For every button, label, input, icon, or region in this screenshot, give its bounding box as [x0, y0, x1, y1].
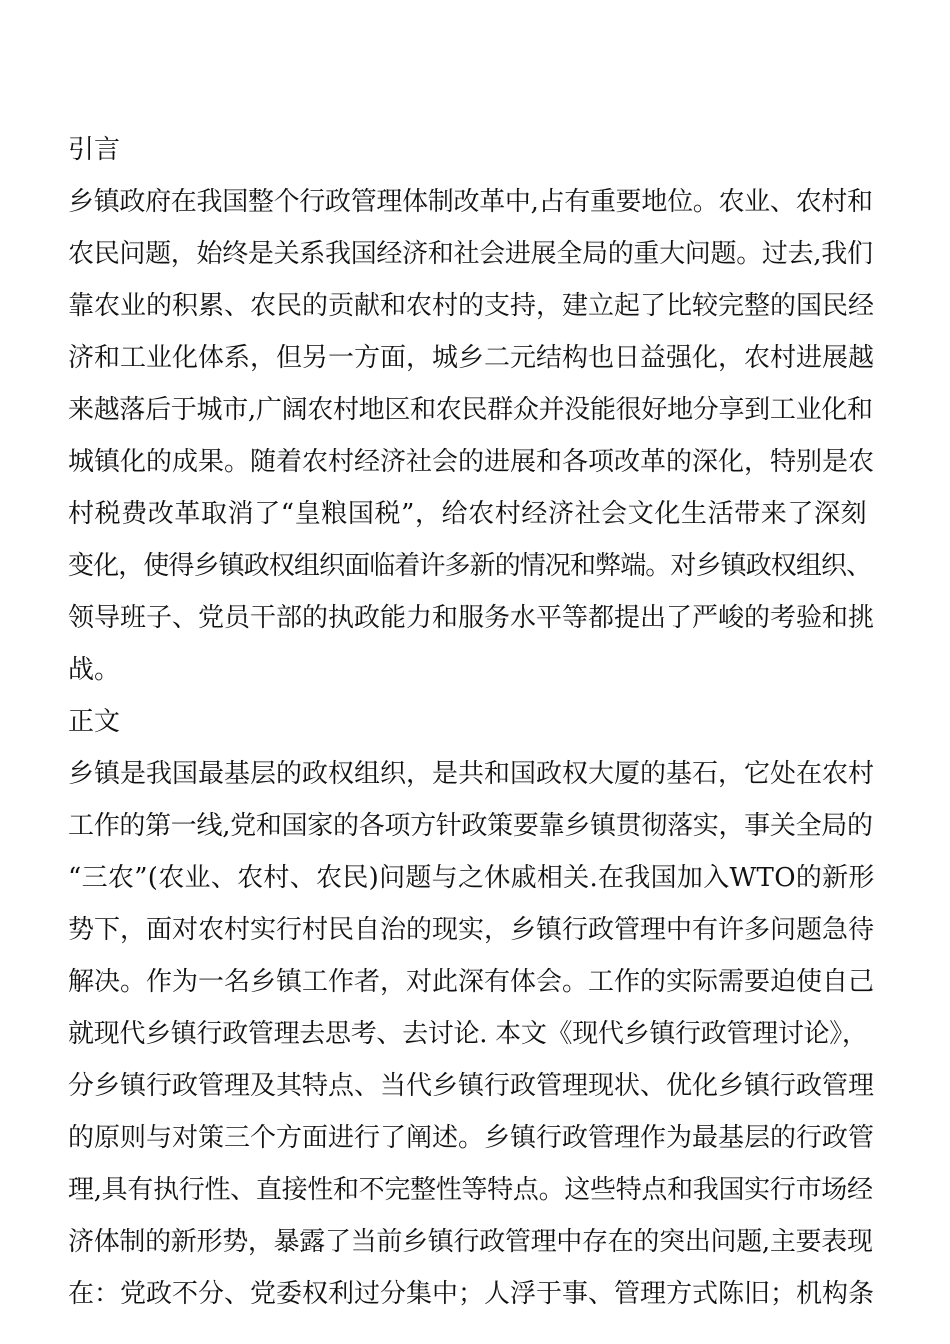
introduction-paragraph: [68, 176, 876, 696]
text-line: 农民问题，始终是关系我国经济和社会进展全局的重大问题。过去,我们: [68, 239, 873, 269]
text-line: “三农”(农业、农村、农民)问题与之休戚相关.在我国加入WTO的新形: [68, 863, 875, 893]
text-line: 济体制的新形势，暴露了当前乡镇行政管理中存在的突出问题,主要表现: [68, 1227, 873, 1257]
section-heading-introduction: 引言: [68, 135, 121, 165]
text-line: 战。: [68, 655, 121, 685]
text-line: 理,具有执行性、直接性和不完整性等特点。这些特点和我国实行市场经: [68, 1175, 873, 1205]
main-body-paragraph: [68, 748, 876, 1320]
section-heading-main-body: 正文: [68, 707, 121, 737]
text-line: 乡镇政府在我国整个行政管理体制改革中,占有重要地位。农业、农村和: [68, 187, 873, 217]
text-line: 工作的第一线,党和国家的各项方针政策要靠乡镇贯彻落实，事关全局的: [68, 811, 873, 841]
text-line: 济和工业化体系，但另一方面，城乡二元结构也日益强化，农村进展越: [68, 343, 875, 373]
text-line: 分乡镇行政管理及其特点、当代乡镇行政管理现状、优化乡镇行政管理: [68, 1071, 875, 1101]
text-line: 领导班子、党员干部的执政能力和服务水平等都提出了严峻的考验和挑: [68, 603, 875, 633]
text-line: 靠农业的积累、农民的贡献和农村的支持，建立起了比较完整的国民经: [68, 291, 875, 321]
text-line: 变化，使得乡镇政权组织面临着许多新的情况和弊端。对乡镇政权组织、: [68, 551, 872, 581]
text-line: 就现代乡镇行政管理去思考、去讨论. 本文《现代乡镇行政管理讨论》，: [68, 1019, 868, 1049]
text-line: 城镇化的成果。随着农村经济社会的进展和各项改革的深化，特别是农: [68, 447, 875, 477]
text-line: 在：党政不分、党委权利过分集中；人浮于事、管理方式陈旧；机构条: [68, 1279, 875, 1309]
text-line: 乡镇是我国最基层的政权组织，是共和国政权大厦的基石，它处在农村: [68, 759, 875, 789]
text-line: 村税费改革取消了“皇粮国税”，给农村经济社会文化生活带来了深刻: [68, 499, 868, 529]
text-line: 的原则与对策三个方面进行了阐述。乡镇行政管理作为最基层的行政管: [68, 1123, 875, 1153]
text-line: 解决。作为一名乡镇工作者，对此深有体会。工作的实际需要迫使自己: [68, 967, 875, 997]
section-introduction: [68, 124, 876, 696]
text-line: 来越落后于城市,广阔农村地区和农民群众并没能很好地分享到工业化和: [68, 395, 873, 425]
text-line: 势下，面对农村实行村民自治的现实，乡镇行政管理中有许多问题急待: [68, 915, 875, 945]
document-page: [68, 124, 876, 1320]
section-main-body: [68, 696, 876, 1320]
